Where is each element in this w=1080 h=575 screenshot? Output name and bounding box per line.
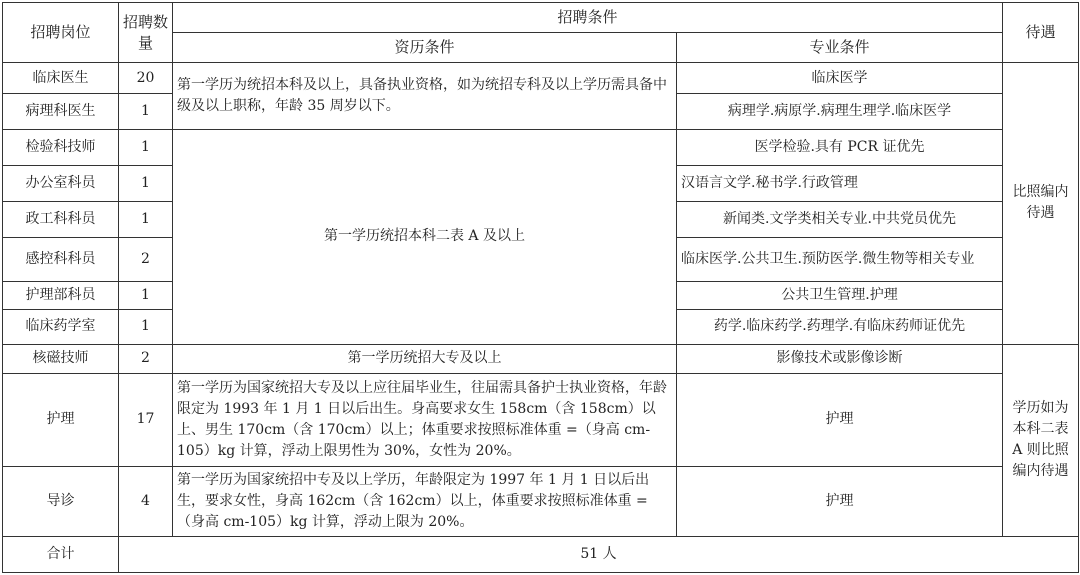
table-row xyxy=(3,344,1079,373)
count-cell: 1 xyxy=(119,166,173,202)
header-conditions: 招聘条件 xyxy=(173,3,1003,33)
major-cell: 新闻类.文学类相关专业.中共党员优先 xyxy=(677,202,1003,238)
header-major: 专业条件 xyxy=(677,33,1003,63)
position-cell: 办公室科员 xyxy=(3,166,119,202)
table-row xyxy=(3,373,1079,466)
qualification-cell-staff: 第一学历统招本科二表 A 及以上 xyxy=(173,130,677,344)
table-row xyxy=(3,63,1079,94)
qualification-cell: 第一学历统招大专及以上 xyxy=(173,344,677,373)
table-row xyxy=(3,466,1079,536)
treatment-cell-b: 学历如为本科二表 A 则比照编内待遇 xyxy=(1003,344,1079,536)
count-cell: 2 xyxy=(119,344,173,373)
position-cell: 核磁技师 xyxy=(3,344,119,373)
count-cell: 17 xyxy=(119,373,173,466)
count-cell: 2 xyxy=(119,238,173,282)
major-cell: 影像技术或影像诊断 xyxy=(677,344,1003,373)
total-value: 51 人 xyxy=(119,536,1079,572)
major-cell: 公共卫生管理.护理 xyxy=(677,282,1003,309)
header-position: 招聘岗位 xyxy=(3,3,119,63)
count-cell: 4 xyxy=(119,466,173,536)
major-cell: 医学检验.具有 PCR 证优先 xyxy=(677,130,1003,166)
major-cell: 临床医学 xyxy=(677,63,1003,94)
header-treatment: 待遇 xyxy=(1003,3,1079,63)
position-cell: 护理部科员 xyxy=(3,282,119,309)
count-cell: 20 xyxy=(119,63,173,94)
count-cell: 1 xyxy=(119,202,173,238)
count-cell: 1 xyxy=(119,94,173,130)
count-cell: 1 xyxy=(119,309,173,344)
position-cell: 临床医生 xyxy=(3,63,119,94)
major-cell: 病理学.病原学.病理生理学.临床医学 xyxy=(677,94,1003,130)
header-qualification: 资历条件 xyxy=(173,33,677,63)
position-cell: 检验科技师 xyxy=(3,130,119,166)
major-cell: 护理 xyxy=(677,373,1003,466)
position-cell: 政工科科员 xyxy=(3,202,119,238)
qualification-cell-doctors: 第一学历为统招本科及以上，具备执业资格，如为统招专科及以上学历需具备中级及以上职称，年龄 35 周岁以下。 xyxy=(173,63,677,130)
position-cell: 护理 xyxy=(3,373,119,466)
total-row xyxy=(3,536,1079,572)
position-cell: 病理科医生 xyxy=(3,94,119,130)
treatment-cell-a: 比照编内待遇 xyxy=(1003,63,1079,344)
header-row xyxy=(3,3,1079,33)
major-cell: 药学.临床药学.药理学.有临床药师证优先 xyxy=(677,309,1003,344)
major-cell: 汉语言文学.秘书学.行政管理 xyxy=(677,166,1003,202)
count-cell: 1 xyxy=(119,130,173,166)
qualification-cell: 第一学历为国家统招大专及以上应往届毕业生，往届需具备护士执业资格，年龄限定为 1993 年 1 月 1 日以后出生。身高要求女生 158cm（含 158cm）以上、男生 170cm（含 170cm）以上；体重要求按照标准体重 =（身高 cm-105）kg 计算，浮动上限男性为 30%，女性为 20%。 xyxy=(173,373,677,466)
position-cell: 临床药学室 xyxy=(3,309,119,344)
major-cell: 临床医学.公共卫生.预防医学.微生物等相关专业 xyxy=(677,238,1003,282)
position-cell: 感控科科员 xyxy=(3,238,119,282)
total-label: 合计 xyxy=(3,536,119,572)
header-count: 招聘数量 xyxy=(119,3,173,63)
major-cell: 护理 xyxy=(677,466,1003,536)
count-cell: 1 xyxy=(119,282,173,309)
table-row xyxy=(3,130,1079,166)
recruitment-table xyxy=(2,2,1079,573)
qualification-cell: 第一学历为国家统招中专及以上学历，年龄限定为 1997 年 1 月 1 日以后出生，要求女性，身高 162cm（含 162cm）以上，体重要求按照标准体重 =（身高 cm-105）kg 计算，浮动上限为 20%。 xyxy=(173,466,677,536)
position-cell: 导诊 xyxy=(3,466,119,536)
